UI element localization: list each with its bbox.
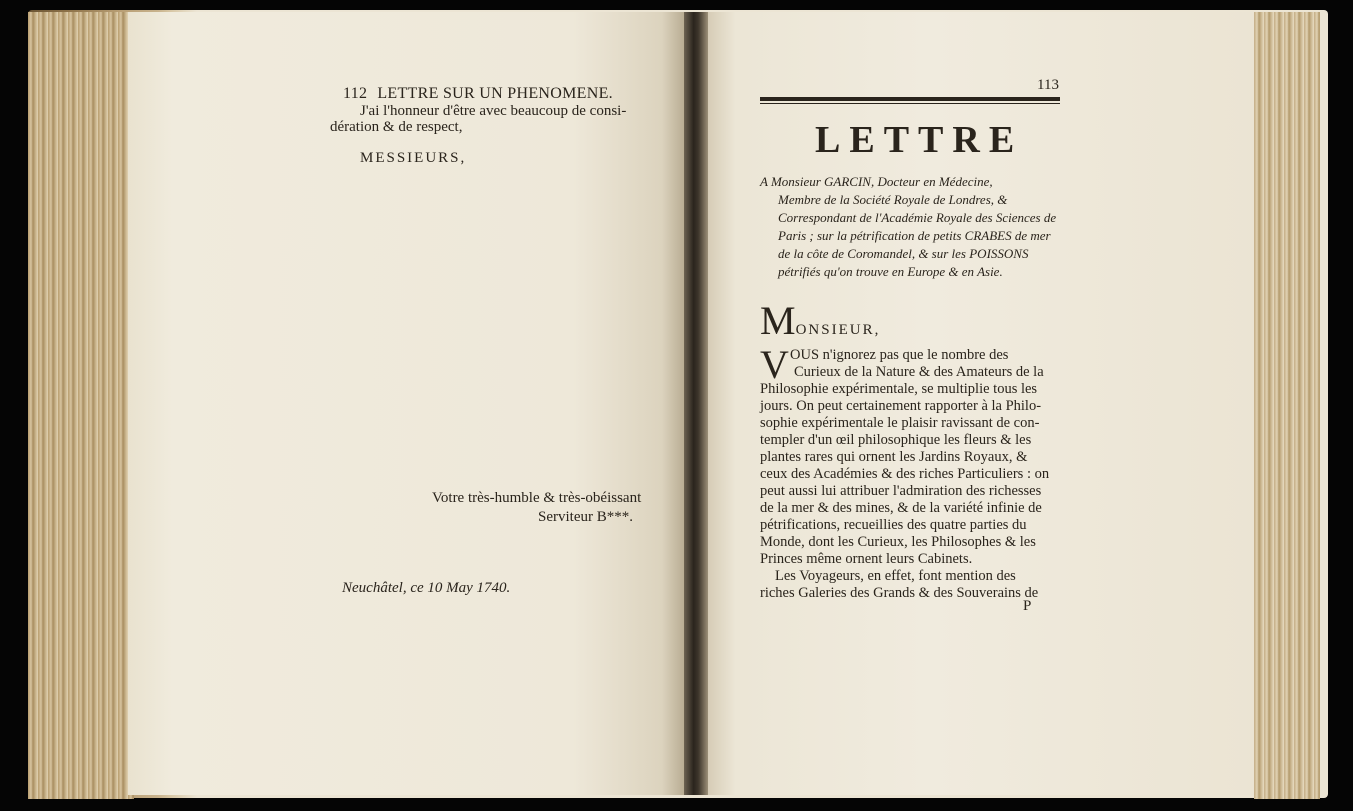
body-line: ceux des Académies & des riches Particuliers : on	[760, 466, 1050, 482]
right-page-number: 113	[1037, 77, 1059, 93]
closing-line: dération & de respect,	[330, 119, 463, 135]
body-line: Philosophie expérimentale, se multiplie tous les	[760, 381, 1038, 397]
body-line: sophie expérimentale le plaisir ravissant de con-	[760, 415, 1040, 431]
header-rule-thick	[760, 97, 1060, 101]
body-line: jours. On peut certainement rapporter à la Philo-	[760, 398, 1042, 414]
body-line: peut aussi lui attribuer l'admiration des richesses	[760, 483, 1042, 499]
left-header-title: LETTRE SUR UN PHENOMENE.	[377, 85, 613, 102]
subtitle-line: de la côte de Coromandel, & sur les POISSONS	[778, 246, 1029, 261]
book-gutter	[684, 12, 708, 795]
letter-title: LETTRE	[815, 119, 1024, 161]
subtitle-line: Paris ; sur la pétrification de petits CRABES de mer	[778, 228, 1051, 243]
subtitle-line: Correspondant de l'Académie Royale des Sciences de	[778, 210, 1057, 225]
body-line: pétrifications, recueillies des quatre parties du	[760, 517, 1027, 533]
subtitle-line: pétrifiés qu'on trouve en Europe & en Asie.	[778, 264, 1003, 279]
left-page-edges	[28, 12, 134, 799]
salutation-initial: M	[760, 298, 796, 343]
body-line: Princes même ornent leurs Cabinets.	[760, 551, 973, 567]
left-page-number: 112	[343, 85, 368, 102]
subtitle-line: A Monsieur GARCIN, Docteur en Médecine,	[760, 174, 993, 189]
body-line: Curieux de la Nature & des Amateurs de la	[794, 364, 1044, 380]
subtitle-line: Membre de la Société Royale de Londres, &	[778, 192, 1008, 207]
body-line: Les Voyageurs, en effet, font mention des	[775, 568, 1016, 584]
signature-line: Votre très-humble & très-obéissant	[432, 490, 642, 506]
body-line: OUS n'ignorez pas que le nombre des	[790, 347, 1009, 363]
dateline: Neuchâtel, ce 10 May 1740.	[342, 580, 511, 596]
left-salutation: MESSIEURS,	[360, 150, 467, 166]
right-salutation	[760, 297, 880, 344]
body-line: Monde, dont les Curieux, les Philosophes & les	[760, 534, 1036, 550]
closing-line: J'ai l'honneur d'être avec beaucoup de consi-	[360, 103, 627, 119]
drop-cap: V	[760, 342, 789, 387]
left-running-header	[343, 85, 613, 103]
salutation-rest: ONSIEUR,	[795, 322, 881, 338]
header-rule-thin	[760, 103, 1060, 104]
signature-mark: P	[1023, 598, 1032, 614]
body-line: plantes rares qui ornent les Jardins Royaux, &	[760, 449, 1028, 465]
body-line: de la mer & des mines, & de la variété infinie de	[760, 500, 1042, 516]
signature-line: Serviteur B***.	[538, 509, 633, 525]
body-line: riches Galeries des Grands & des Souverains de	[760, 585, 1039, 601]
body-line: templer d'un œil philosophique les fleurs & les	[760, 432, 1032, 448]
right-page-edges	[1254, 12, 1320, 799]
